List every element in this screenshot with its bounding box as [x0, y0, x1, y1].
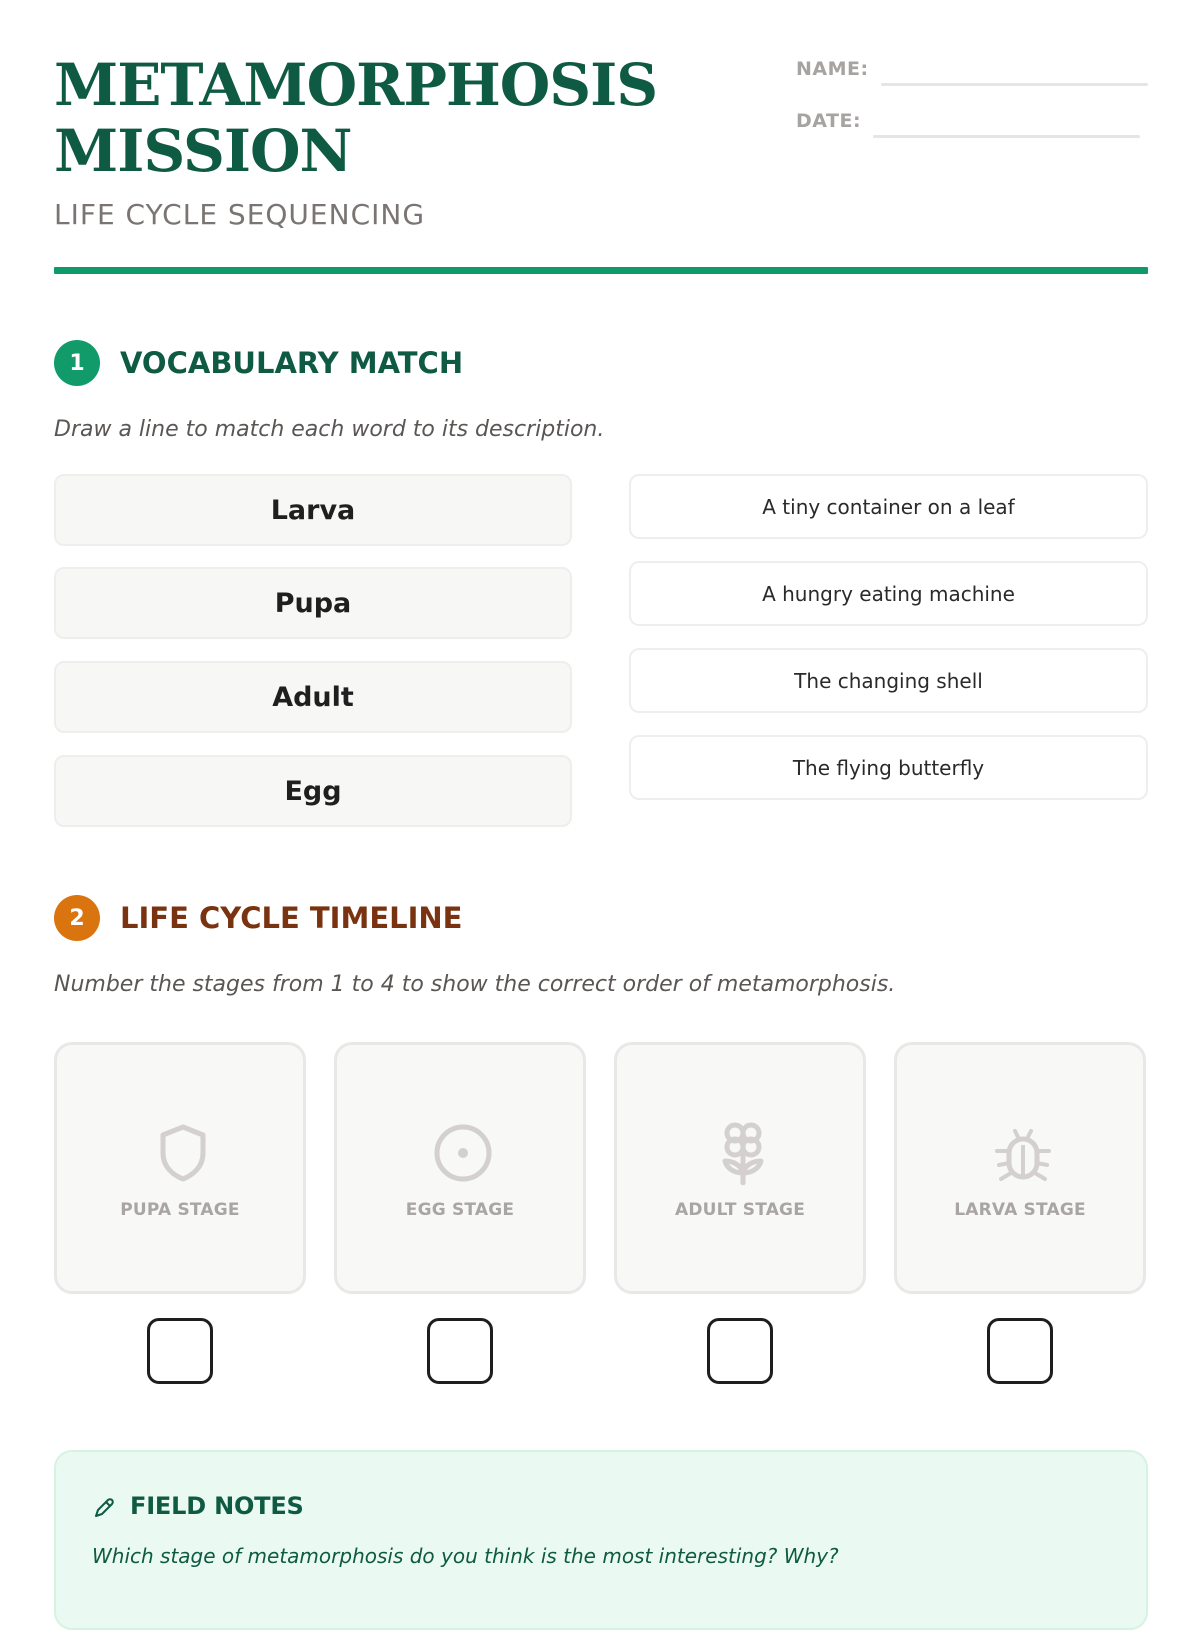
term-card[interactable]: Egg — [54, 755, 572, 827]
header-divider — [54, 267, 1148, 274]
stage-card-pupa — [54, 1042, 306, 1294]
description-card[interactable]: The changing shell — [629, 648, 1148, 713]
description-card[interactable]: A hungry eating machine — [629, 561, 1148, 626]
shield-icon — [153, 1121, 213, 1185]
order-number-box[interactable] — [987, 1318, 1053, 1384]
description-card[interactable]: A tiny container on a leaf — [629, 474, 1148, 539]
stage-label: EGG STAGE — [405, 1200, 515, 1220]
section-number-badge: 2 — [54, 895, 100, 941]
field-notes-panel — [54, 1450, 1148, 1630]
worksheet-page — [54, 0, 1148, 1600]
date-line[interactable] — [873, 135, 1140, 138]
flower-icon — [713, 1121, 773, 1185]
order-number-box[interactable] — [427, 1318, 493, 1384]
bug-icon — [993, 1121, 1053, 1185]
term-card[interactable]: Pupa — [54, 567, 572, 639]
description-card[interactable]: The flying butterfly — [629, 735, 1148, 800]
pencil-icon — [92, 1496, 116, 1520]
vocabulary-heading — [54, 340, 1148, 388]
term-card[interactable]: Adult — [54, 661, 572, 733]
vocabulary-instructions: Draw a line to match each word to its description. — [54, 417, 605, 442]
order-number-box[interactable] — [147, 1318, 213, 1384]
stage-label: LARVA STAGE — [954, 1200, 1086, 1220]
vocabulary-title: VOCABULARY MATCH — [120, 346, 464, 380]
stage-card-larva — [894, 1042, 1146, 1294]
student-info — [796, 52, 1148, 156]
date-row — [796, 104, 1148, 156]
timeline-title: LIFE CYCLE TIMELINE — [120, 901, 463, 935]
section-number-badge: 1 — [54, 340, 100, 386]
egg-icon — [433, 1121, 493, 1185]
order-number-box[interactable] — [707, 1318, 773, 1384]
worksheet-title: METAMORPHOSIS MISSION — [54, 51, 658, 185]
timeline-instructions: Number the stages from 1 to 4 to show the correct order of metamorphosis. — [54, 972, 896, 997]
name-label: NAME: — [796, 58, 869, 80]
name-line[interactable] — [881, 83, 1148, 86]
vocabulary-match-grid — [54, 474, 1148, 834]
worksheet-header — [54, 52, 1148, 272]
name-row — [796, 52, 1148, 104]
field-notes-question: Which stage of metamorphosis do you think is the most interesting? Why? — [92, 1544, 839, 1568]
field-notes-title: FIELD NOTES — [130, 1492, 304, 1520]
term-card[interactable]: Larva — [54, 474, 572, 546]
stage-label: ADULT STAGE — [674, 1200, 806, 1220]
stage-label: PUPA STAGE — [120, 1200, 240, 1220]
date-label: DATE: — [796, 110, 862, 132]
stage-card-adult — [614, 1042, 866, 1294]
stage-card-egg — [334, 1042, 586, 1294]
worksheet-subtitle: LIFE CYCLE SEQUENCING — [54, 198, 426, 231]
timeline-heading — [54, 895, 1148, 943]
